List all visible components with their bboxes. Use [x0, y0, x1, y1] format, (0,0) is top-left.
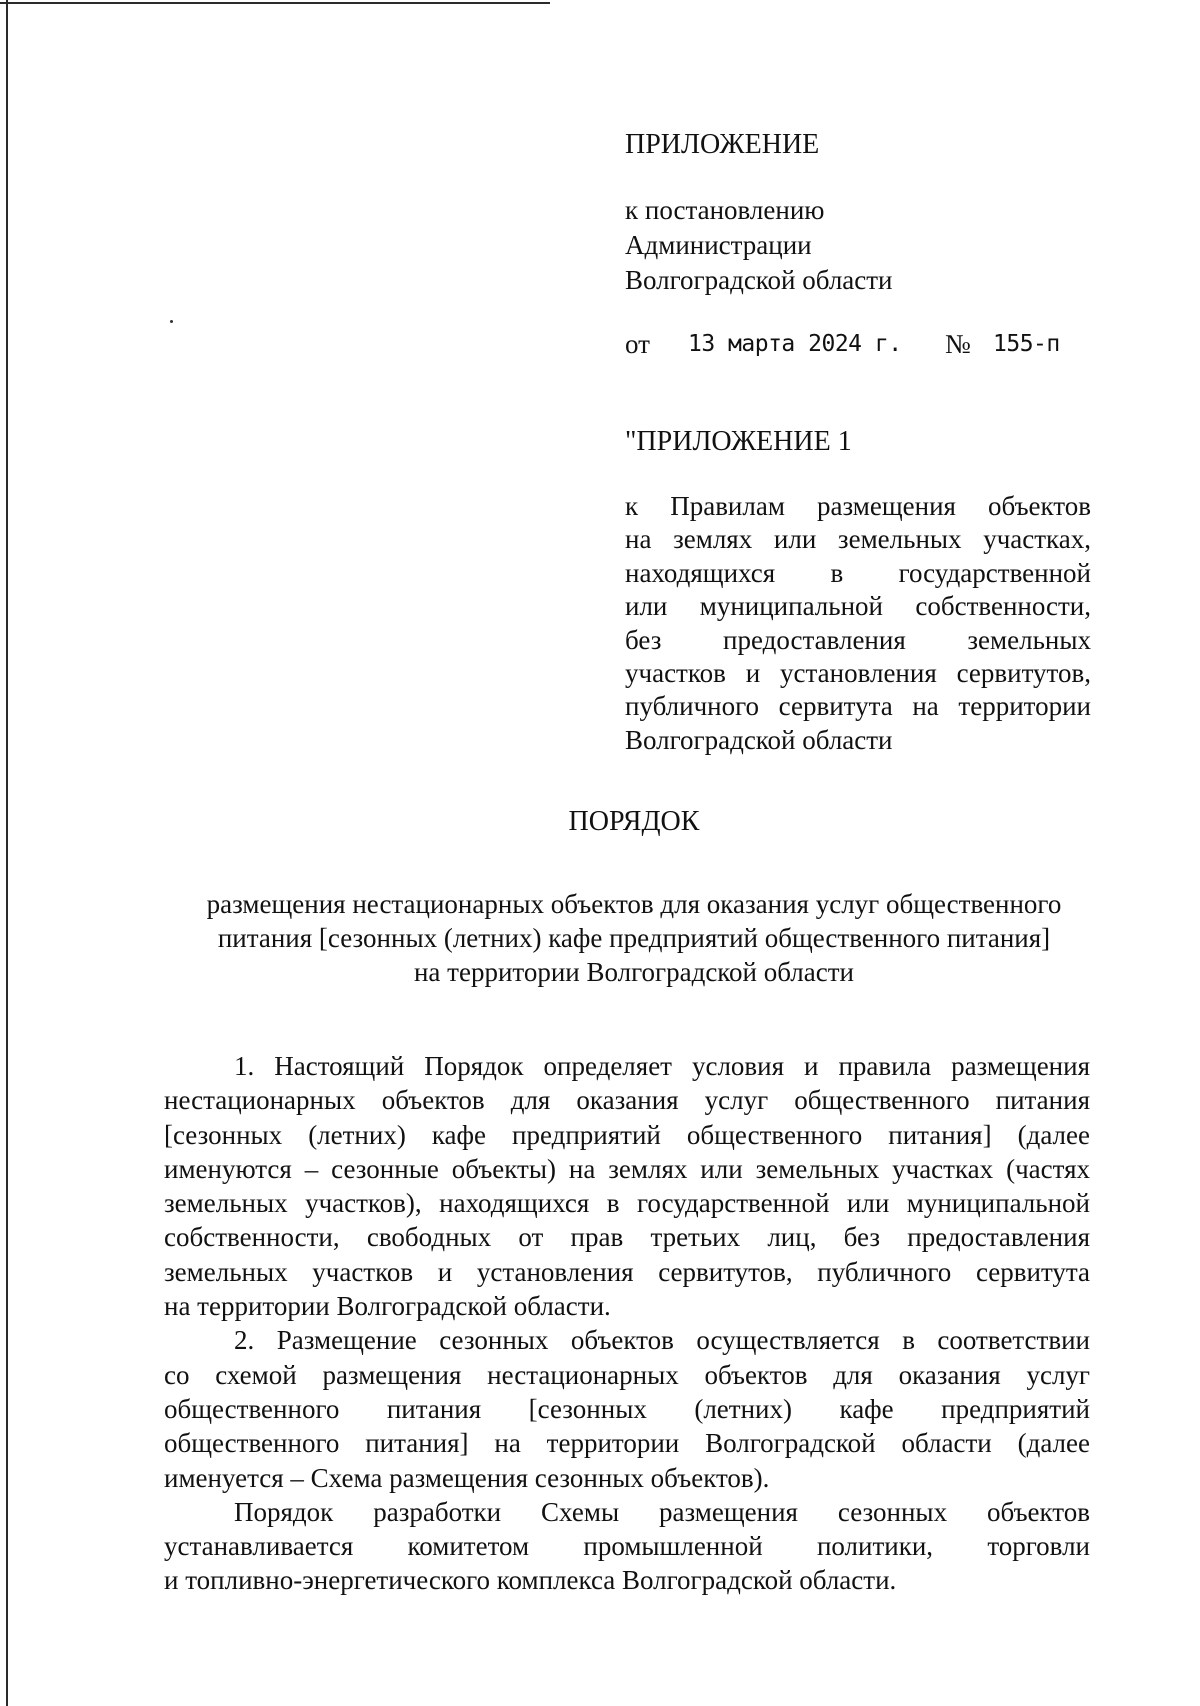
body-line: именуется – Схема размещения сезонных объектов). — [164, 1462, 770, 1493]
body-line: нестационарных объектов для оказания услуг общественного питания — [164, 1085, 1090, 1116]
body-line: на территории Волгоградской области. — [164, 1291, 611, 1322]
scan-dot — [170, 320, 173, 323]
annex-to-block — [625, 193, 893, 298]
body-line: земельных участков), находящихся в государственной или муниципальной — [164, 1188, 1090, 1219]
body-line: собственности, свободных от прав третьих лиц, без предоставления — [164, 1222, 1090, 1253]
subtitle-line: размещения нестационарных объектов для оказания услуг общественного — [206, 889, 1062, 919]
document-title: ПОРЯДОК — [568, 806, 700, 837]
scan-edge-top — [0, 2, 550, 4]
annex-title: ПРИЛОЖЕНИЕ — [625, 129, 820, 160]
subtitle-line: на территории Волгоградской области — [413, 957, 854, 987]
body-line: [сезонных (летних) кафе предприятий общественного питания] (далее — [164, 1119, 1090, 1150]
body-line: земельных участков и установления сервитутов, публичного сервитута — [164, 1256, 1090, 1287]
annex1-line: на землях или земельных участках, — [625, 524, 1091, 555]
body-line: и топливно-энергетического комплекса Волгоградской области. — [164, 1565, 897, 1596]
body-line: Порядок разработки Схемы размещения сезонных объектов — [234, 1496, 1090, 1527]
date-value: 13 марта 2024 г. — [688, 331, 902, 357]
annex1-line: без предоставления земельных — [625, 624, 1091, 655]
body-line: устанавливается комитетом промышленной политики, торговли — [164, 1531, 1090, 1562]
subtitle-line: питания [сезонных (летних) кафе предприятий общественного питания] — [217, 923, 1051, 953]
annex1-rules-block — [625, 490, 1091, 757]
date-from-label: от — [625, 329, 650, 359]
annex-to-line: Администрации — [625, 230, 812, 260]
annex1-line: публичного сервитута на территории — [625, 691, 1091, 722]
annex-to-line: к постановлению — [625, 195, 825, 225]
body-line: общественного питания] на территории Волгоградской области (далее — [164, 1428, 1090, 1459]
annex1-line: или муниципальной собственности, — [625, 591, 1091, 622]
number-value: 155-п — [993, 331, 1060, 357]
scan-edge-left — [6, 0, 8, 1706]
date-number-line — [625, 326, 1095, 362]
annex1-line: участков и установления сервитутов, — [625, 657, 1091, 688]
annex1-title: "ПРИЛОЖЕНИЕ 1 — [625, 426, 852, 457]
number-label: № — [945, 329, 971, 359]
body-line: 1. Настоящий Порядок определяет условия и правила размещения — [234, 1051, 1090, 1081]
document-subtitle — [0, 887, 1200, 989]
annex1-line: Волгоградской области — [625, 724, 893, 755]
body-line: со схемой размещения нестационарных объектов для оказания услуг — [164, 1359, 1090, 1390]
annex1-line: находящихся в государственной — [625, 557, 1091, 588]
annex1-line: к Правилам размещения объектов — [625, 491, 1091, 521]
document-body — [164, 1049, 1090, 1598]
body-line: именуются – сезонные объекты) на землях или земельных участках (частях — [164, 1153, 1090, 1184]
annex-to-line: Волгоградской области — [625, 265, 893, 295]
body-line: общественного питания [сезонных (летних) кафе предприятий — [164, 1393, 1090, 1424]
body-line: 2. Размещение сезонных объектов осуществляется в соответствии — [234, 1325, 1090, 1356]
